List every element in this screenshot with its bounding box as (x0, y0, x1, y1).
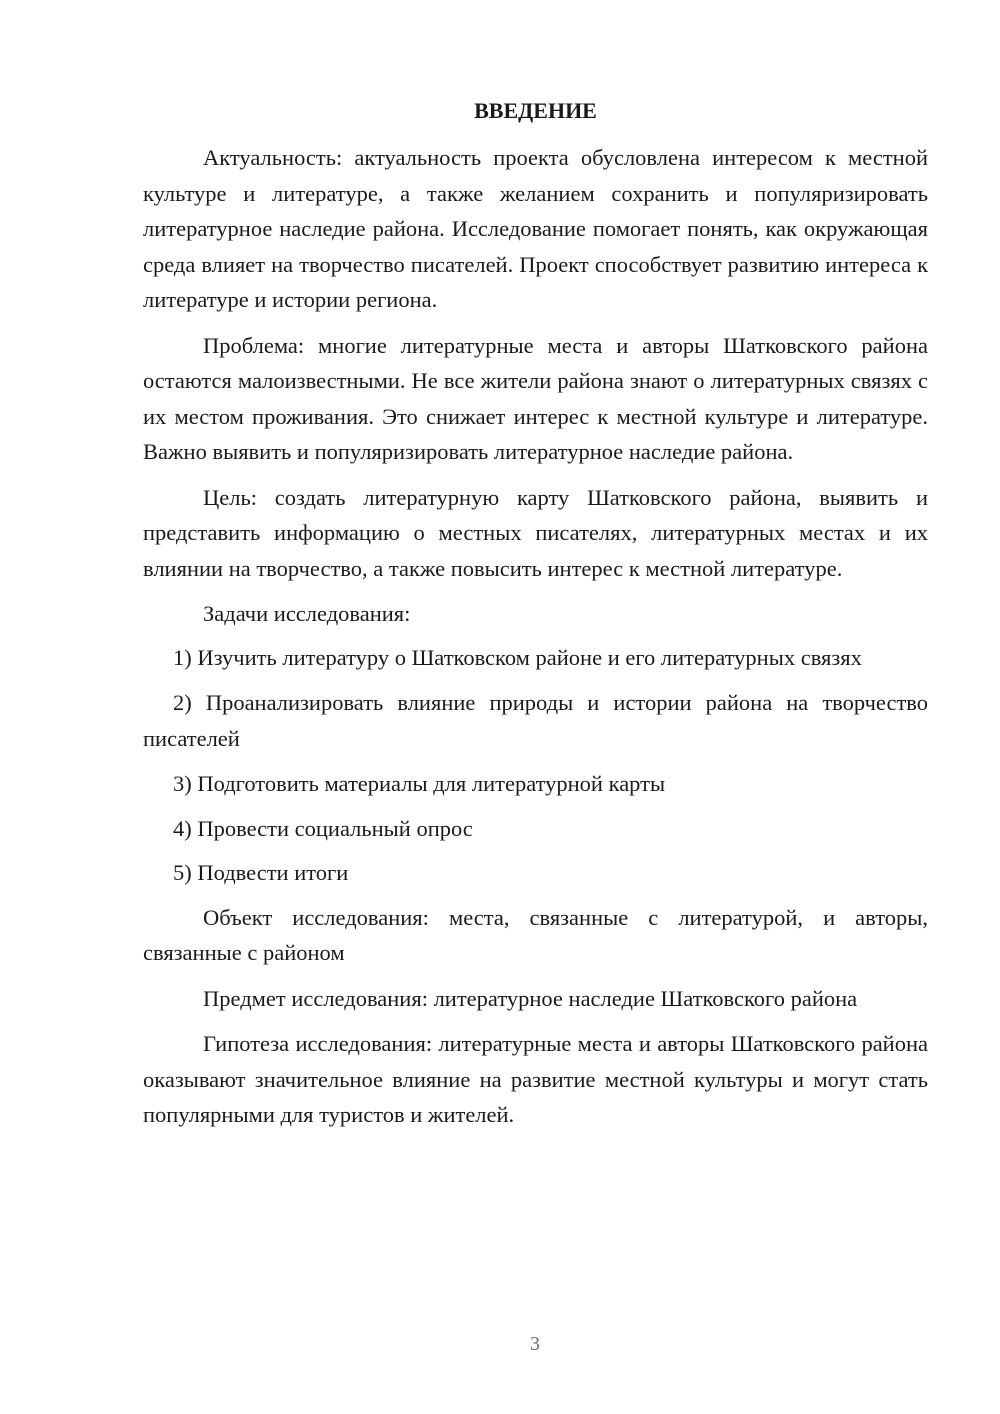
subject-paragraph: Предмет исследования: литературное наследие Шатковского района (203, 985, 858, 1011)
task-item-2: 2) Проанализировать влияние природы и истории района на творчество писателей (143, 690, 928, 751)
section-title: ВВЕДЕНИЕ (474, 98, 597, 123)
task-item-4: 4) Провести социальный опрос (173, 815, 473, 841)
task-item-3: 3) Подготовить материалы для литературной карты (173, 771, 666, 796)
goal-paragraph: Цель: создать литературную карту Шатковского района, выявить и представить информацию о местных писателях, литературных местах и их влиянии на творчество, а также повысить интерес к местной литературе. (143, 484, 928, 581)
object-paragraph: Объект исследования: места, связанные с литературой, и авторы, связанные с районом (143, 904, 928, 965)
task-item-5: 5) Подвести итоги (173, 860, 349, 885)
page-number: 3 (530, 1333, 540, 1355)
problem-paragraph: Проблема: многие литературные места и авторы Шатковского района остаются малоизвестными. Не все жители района знают о литературных связях с их местом проживания. Это снижает интерес к местной культуре и литературе. Важно выявить и популяризировать литературное наследие района. (143, 332, 928, 464)
hypothesis-paragraph: Гипотеза исследования: литературные места и авторы Шатковского района оказывают значительное влияние на развитие местной культуры и могут стать популярными для туристов и жителей. (143, 1031, 928, 1127)
tasks-heading: Задачи исследования: (203, 601, 411, 626)
task-item-1: 1) Изучить литературу о Шатковском районе и его литературных связях (173, 644, 862, 670)
page-content (143, 96, 928, 1143)
relevance-paragraph: Актуальность: актуальность проекта обусловлена интересом к местной культуре и литературе, а также желанием сохранить и популяризировать литературное наследие района. Исследование помогает понять, как окружающая среда влияет на творчество писателей. Проект способствует развитию интереса к литературе и истории региона. (143, 145, 928, 312)
